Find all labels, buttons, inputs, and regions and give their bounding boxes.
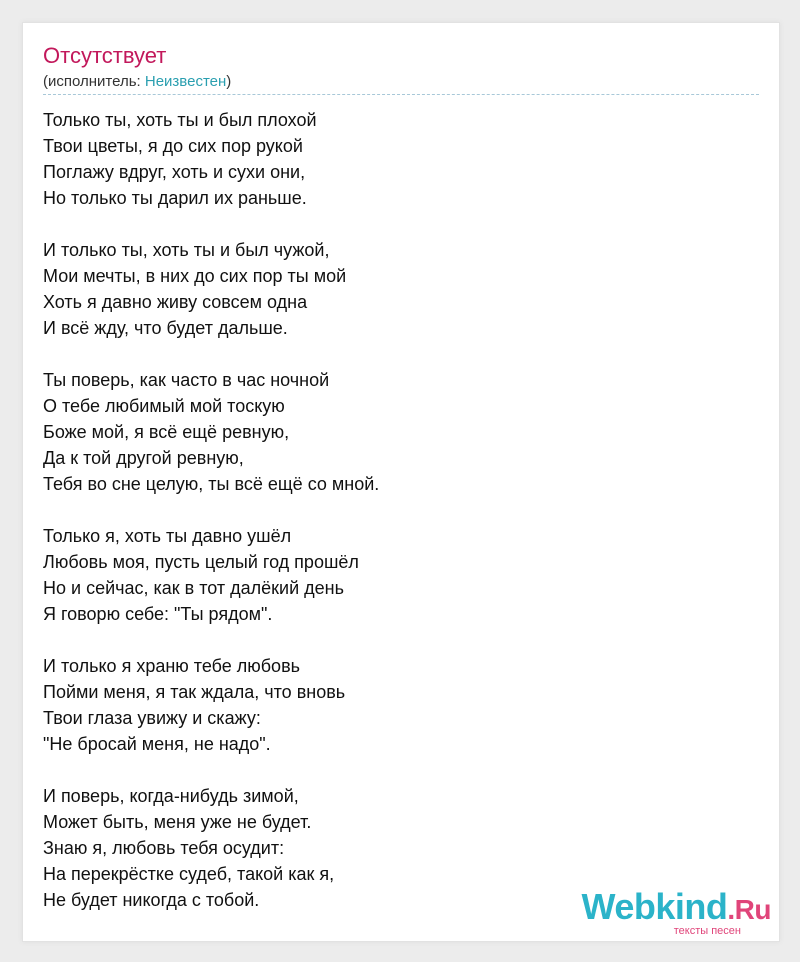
- lyric-line: О тебе любимый мой тоскую: [43, 396, 285, 416]
- lyric-line: Знаю я, любовь тебя осудит:: [43, 838, 285, 858]
- lyric-line: И только я храню тебе любовь: [43, 656, 301, 676]
- lyric-line: Да к той другой ревную,: [43, 448, 244, 468]
- lyric-line: Только ты, хоть ты и был плохой: [43, 110, 317, 130]
- song-title: Отсутствует: [43, 43, 167, 68]
- lyric-line: И всё жду, что будет дальше.: [43, 318, 288, 338]
- stanza: [43, 523, 743, 627]
- lyric-line: Пойми меня, я так ждала, что вновь: [43, 682, 346, 702]
- lyric-line: И только ты, хоть ты и был чужой,: [43, 240, 330, 260]
- lyric-line: Я говорю себе: "Ты рядом".: [43, 604, 273, 624]
- lyric-line: Боже мой, я всё ещё ревную,: [43, 422, 290, 442]
- lyric-line: Только я, хоть ты давно ушёл: [43, 526, 292, 546]
- lyric-line: Поглажу вдруг, хоть и сухи они,: [43, 162, 306, 182]
- lyrics-text: [43, 107, 743, 939]
- lyric-line: Твои глаза увижу и скажу:: [43, 708, 261, 728]
- lyric-line: Не будет никогда с тобой.: [43, 890, 260, 910]
- lyric-line: Но и сейчас, как в тот далёкий день: [43, 578, 344, 598]
- lyric-line: На перекрёстке судеб, такой как я,: [43, 864, 335, 884]
- divider: [43, 94, 759, 95]
- lyric-line: Но только ты дарил их раньше.: [43, 188, 307, 208]
- lyric-line: Тебя во сне целую, ты всё ещё со мной.: [43, 474, 380, 494]
- lyric-line: "Не бросай меня, не надо".: [43, 734, 271, 754]
- lyric-line: И поверь, когда-нибудь зимой,: [43, 786, 299, 806]
- logo-main-text: Webkind: [581, 886, 728, 927]
- logo-suffix: .Ru: [727, 894, 771, 925]
- stanza: [43, 107, 743, 211]
- lyric-line: Ты поверь, как часто в час ночной: [43, 370, 330, 390]
- lyric-line: Твои цветы, я до сих пор рукой: [43, 136, 303, 156]
- lyric-line: Хоть я давно живу совсем одна: [43, 292, 308, 312]
- stanza: [43, 237, 743, 341]
- logo-tagline: тексты песен: [673, 925, 741, 937]
- logo-wordmark: [582, 888, 771, 929]
- lyric-line: Может быть, меня уже не будет.: [43, 812, 312, 832]
- stanza: [43, 653, 743, 757]
- site-logo[interactable]: [582, 888, 771, 937]
- lyric-line: Мои мечты, в них до сих пор ты мой: [43, 266, 347, 286]
- artist-suffix: ): [226, 73, 232, 90]
- artist-link[interactable]: Неизвестен: [144, 73, 227, 90]
- artist-prefix: (исполнитель:: [43, 73, 145, 90]
- stanza: [43, 367, 743, 497]
- lyric-line: Любовь моя, пусть целый год прошёл: [43, 552, 359, 572]
- lyrics-card: [22, 22, 780, 942]
- artist-line: [43, 73, 231, 91]
